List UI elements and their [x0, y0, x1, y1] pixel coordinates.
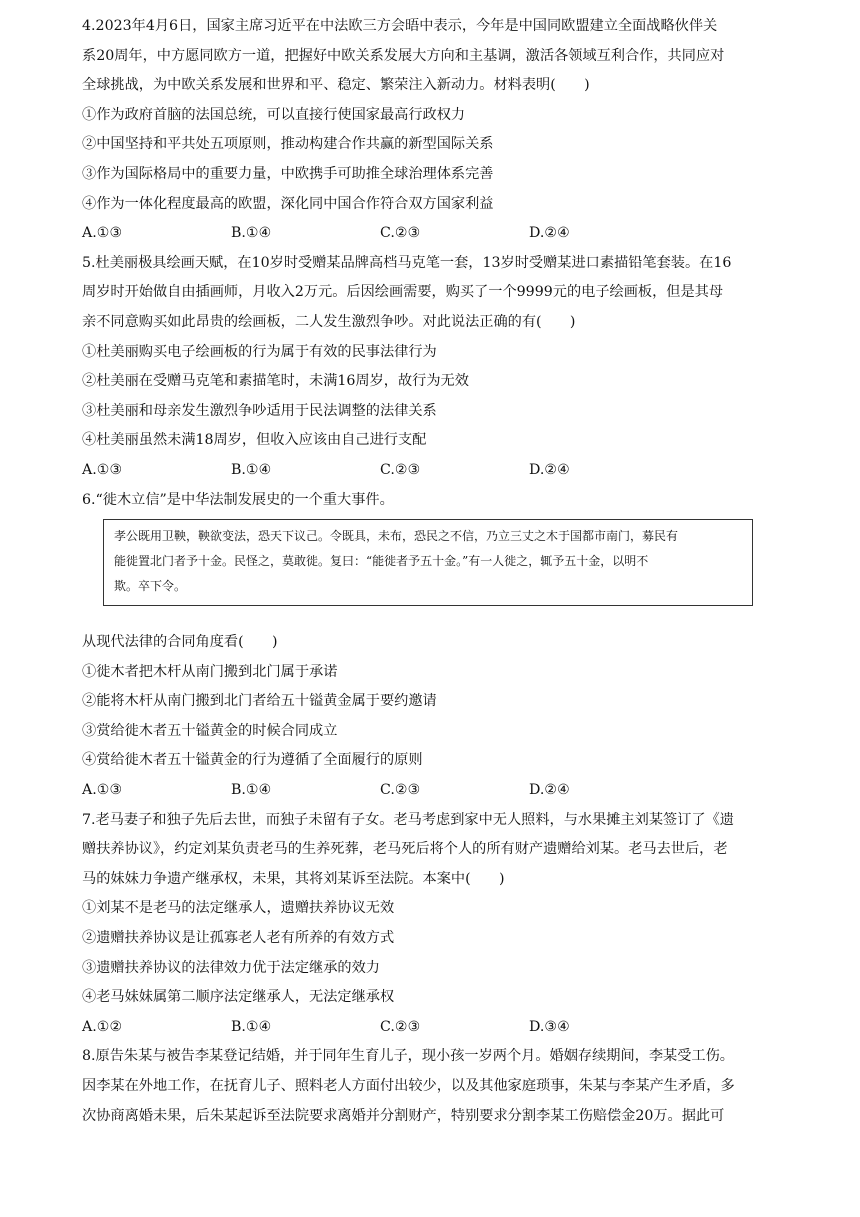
statement-item: ②中国坚持和平共处五项原则，推动构建合作共赢的新型国际关系: [82, 136, 494, 153]
question-stem-line: 系20周年，中方愿同欧方一道，把握好中欧关系发展大方向和主基调，激活各领域互利合作，共同应对: [82, 47, 725, 64]
statement-item: ④作为一体化程度最高的欧盟，深化同中国合作符合双方国家利益: [82, 195, 494, 212]
statement-item: ③遗赠扶养协议的法律效力优于法定继承的效力: [82, 959, 380, 976]
option-b: B.①④: [231, 461, 272, 478]
option-b: B.①④: [231, 1018, 272, 1035]
quote-line: 能徙置北门者予十金。民怪之，莫敢徙。复曰：“能徙者予五十金。”有一人徙之，辄予五十金，以明不: [114, 554, 649, 569]
answer-options: [82, 776, 782, 806]
answer-options: [82, 1013, 782, 1043]
question-stem-line: 8.原告朱某与被告李某登记结婚，并于同年生育儿子，现小孩一岁两个月。婚姻存续期间，李某受工伤。: [82, 1048, 734, 1065]
question-stem-line: 7.老马妻子和独子先后去世，而独子未留有子女。老马考虑到家中无人照料，与水果摊主刘某签订了《遗: [82, 811, 734, 828]
question-stem-line: 5.杜美丽极具绘画天赋，在10岁时受赠某品牌高档马克笔一套，13岁时受赠某进口素描铅笔套装。在16: [82, 254, 732, 271]
statement-item: ②能将木杆从南门搬到北门者给五十镒黄金属于要约邀请: [82, 693, 437, 710]
option-a: A.①②: [82, 1018, 123, 1035]
question-7: [82, 806, 782, 1043]
option-d: D.②④: [529, 782, 570, 799]
question-stem-line: 赠扶养协议》，约定刘某负责老马的生养死葬，老马死后将个人的所有财产遗赠给刘某。老马去世后，老: [82, 841, 728, 858]
question-4: [82, 12, 782, 249]
option-d: D.②④: [529, 225, 570, 242]
statement-item: ①徙木者把木杆从南门搬到北门属于承诺: [82, 663, 338, 680]
option-c: C.②③: [380, 225, 421, 242]
statement-item: ④杜美丽虽然未满18周岁，但收入应该由自己进行支配: [82, 432, 427, 449]
exam-page: [82, 12, 782, 1131]
answer-options: [82, 219, 782, 249]
option-b: B.①④: [231, 225, 272, 242]
question-stem-line: 马的妹妹力争遗产继承权，未果，其将刘某诉至法院。本案中( ): [82, 870, 505, 887]
question-stem-line: 全球挑战，为中欧关系发展和世界和平、稳定、繁荣注入新动力。材料表明( ): [82, 77, 590, 94]
statement-item: ①作为政府首脑的法国总统，可以直接行使国家最高行政权力: [82, 106, 466, 123]
question-stem-line: 次协商离婚未果，后朱某起诉至法院要求离婚并分割财产，特别要求分割李某工伤赔偿金20万。据此可: [82, 1107, 725, 1124]
option-d: D.③④: [529, 1018, 570, 1035]
question-stem-line: 4.2023年4月6日，国家主席习近平在中法欧三方会晤中表示，今年是中国同欧盟建立全面战略伙伴关: [82, 18, 718, 34]
option-c: C.②③: [380, 782, 421, 799]
statement-item: ④老马妹妹属第二顺序法定继承人，无法定继承权: [82, 989, 395, 1006]
question-stem-line: 从现代法律的合同角度看( ): [82, 634, 278, 651]
statement-item: ③杜美丽和母亲发生激烈争吵适用于民法调整的法律关系: [82, 402, 437, 419]
option-b: B.①④: [231, 782, 272, 799]
option-a: A.①③: [82, 461, 123, 478]
statement-item: ①刘某不是老马的法定继承人，遗赠扶养协议无效: [82, 900, 395, 917]
source-quote-box: [103, 519, 753, 606]
quote-line: 欺。卒下令。: [114, 579, 187, 594]
statement-item: ①杜美丽购买电子绘画板的行为属于有效的民事法律行为: [82, 343, 437, 360]
question-5: [82, 249, 782, 486]
question-stem-line: 周岁时开始做自由插画师，月收入2万元。后因绘画需要，购买了一个9999元的电子绘画板，但是其母: [82, 284, 724, 301]
statement-item: ②遗赠扶养协议是让孤寡老人老有所养的有效方式: [82, 930, 395, 947]
option-a: A.①③: [82, 782, 123, 799]
question-stem-line: 亲不同意购买如此昂贵的绘画板，二人发生激烈争吵。对此说法正确的有( ): [82, 313, 576, 330]
option-c: C.②③: [380, 1018, 421, 1035]
statement-item: ③作为国际格局中的重要力量，中欧携手可助推全球治理体系完善: [82, 165, 494, 182]
option-a: A.①③: [82, 225, 123, 242]
question-stem-line: 6.“徙木立信”是中华法制发展史的一个重大事件。: [82, 491, 394, 508]
statement-item: ②杜美丽在受赠马克笔和素描笔时，未满16周岁，故行为无效: [82, 373, 469, 390]
question-stem-line: 因李某在外地工作，在抚育儿子、照料老人方面付出较少，以及其他家庭琐事，朱某与李某产生矛盾，多: [82, 1078, 735, 1094]
statement-item: ④赏给徙木者五十镒黄金的行为遵循了全面履行的原则: [82, 752, 423, 769]
question-6: [82, 486, 782, 806]
option-d: D.②④: [529, 461, 570, 478]
question-8: [82, 1042, 782, 1131]
statement-item: ③赏给徙木者五十镒黄金的时候合同成立: [82, 722, 338, 739]
quote-line: 孝公既用卫鞅，鞅欲变法，恐天下议己。令既具，未布，恐民之不信，乃立三丈之木于国都市南门，募民有: [114, 529, 679, 544]
option-c: C.②③: [380, 461, 421, 478]
answer-options: [82, 456, 782, 486]
